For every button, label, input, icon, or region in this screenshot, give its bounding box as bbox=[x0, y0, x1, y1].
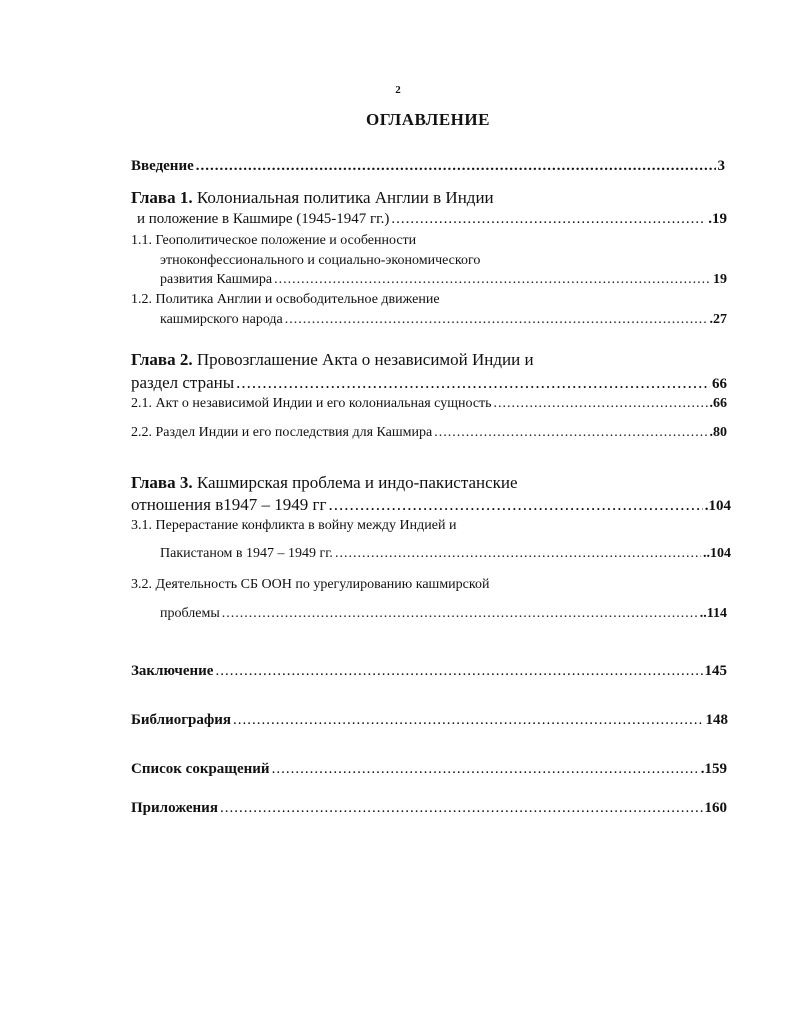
toc-page-number: 145 bbox=[704, 663, 727, 679]
toc-page-number: 66 bbox=[712, 376, 727, 392]
toc-chapter-1-heading[interactable] bbox=[131, 188, 494, 208]
toc-entry-abbreviations[interactable] bbox=[131, 761, 727, 778]
chapter-label: Глава 2. bbox=[131, 350, 193, 369]
section-title-line3: развития Кашмира bbox=[160, 272, 273, 287]
toc-entry-label: Заключение bbox=[131, 663, 214, 679]
toc-entry-label: Библиография bbox=[131, 712, 232, 728]
toc-page-number: ..104 bbox=[703, 546, 731, 561]
toc-section-1-1-line1[interactable]: 1.1. Геополитическое положение и особенности bbox=[131, 233, 417, 248]
chapter-label: Глава 1. bbox=[131, 188, 193, 207]
page-title: ОГЛАВЛЕНИЕ bbox=[366, 110, 490, 129]
toc-page-number: .19 bbox=[708, 211, 727, 227]
toc-entry-appendices[interactable] bbox=[131, 800, 727, 817]
toc-page-number: .27 bbox=[709, 312, 727, 327]
toc-entry-label: Приложения bbox=[131, 800, 218, 816]
toc-page-number: .80 bbox=[709, 425, 727, 440]
toc-chapter-2-heading[interactable] bbox=[131, 350, 534, 370]
dot-leader bbox=[196, 158, 716, 175]
dot-leader bbox=[215, 663, 702, 680]
chapter-title-line2: и положение в Кашмире (1945-1947 гг.) bbox=[137, 211, 390, 227]
toc-page-number: .66 bbox=[709, 396, 727, 411]
dot-leader bbox=[328, 495, 702, 515]
toc-section-3-1-line1[interactable]: 3.1. Перерастание конфликта в войну между Индией и bbox=[131, 518, 457, 533]
toc-entry-chapter-3[interactable] bbox=[131, 495, 731, 515]
toc-entry-section-1-2[interactable] bbox=[160, 312, 727, 328]
chapter-label: Глава 3. bbox=[131, 473, 193, 492]
toc-entry-section-3-1[interactable] bbox=[160, 546, 731, 562]
toc-entry-section-3-2[interactable] bbox=[160, 606, 727, 622]
dot-leader bbox=[272, 761, 699, 778]
toc-section-1-1-line2[interactable]: этноконфессионального и социально-экономического bbox=[160, 253, 481, 268]
toc-page-number: .104 bbox=[704, 498, 731, 514]
toc-page-number: 148 bbox=[705, 712, 728, 728]
toc-entry-intro[interactable] bbox=[131, 158, 725, 175]
toc-page-number: .159 bbox=[700, 761, 727, 777]
dot-leader bbox=[220, 800, 703, 817]
toc-chapter-3-heading[interactable] bbox=[131, 473, 518, 493]
chapter-title-line1: Колониальная политика Англии в Индии bbox=[196, 188, 494, 207]
dot-leader bbox=[335, 546, 701, 562]
toc-page-number: ..114 bbox=[699, 606, 727, 621]
toc-entry-bibliography[interactable] bbox=[131, 712, 728, 729]
toc-entry-section-2-2[interactable] bbox=[131, 425, 727, 441]
toc-entry-section-1-1[interactable] bbox=[160, 272, 727, 288]
dot-leader bbox=[233, 712, 703, 729]
dot-leader bbox=[434, 425, 707, 441]
chapter-title-line2: раздел страны bbox=[131, 373, 235, 392]
toc-page-number: 3 bbox=[717, 158, 725, 174]
section-title: 2.2. Раздел Индии и его последствия для Кашмира bbox=[131, 425, 433, 440]
section-title-line2: проблемы bbox=[160, 606, 220, 621]
dot-leader bbox=[274, 272, 711, 288]
chapter-title-line1: Кашмирская проблема и индо-пакистанские bbox=[196, 473, 518, 492]
toc-entry-chapter-1[interactable] bbox=[137, 211, 727, 228]
dot-leader bbox=[391, 211, 706, 228]
toc-page-number: 19 bbox=[713, 272, 727, 287]
page-number: 2 bbox=[395, 84, 401, 96]
toc-section-3-2-line1[interactable]: 3.2. Деятельность СБ ООН по урегулированию кашмирской bbox=[131, 577, 490, 592]
section-title-line2: Пакистаном в 1947 – 1949 гг. bbox=[160, 546, 333, 561]
toc-entry-chapter-2[interactable] bbox=[131, 373, 727, 393]
toc-page-number: 160 bbox=[704, 800, 727, 816]
dot-leader bbox=[285, 312, 708, 328]
toc-entry-section-2-1[interactable] bbox=[131, 396, 727, 412]
toc-entry-conclusion[interactable] bbox=[131, 663, 727, 680]
dot-leader bbox=[222, 606, 698, 622]
chapter-title-line1: Провозглашение Акта о независимой Индии и bbox=[196, 350, 534, 369]
dot-leader bbox=[494, 396, 708, 412]
section-title: 2.1. Акт о независимой Индии и его колониальная сущность bbox=[131, 396, 492, 411]
toc-section-1-2-line1[interactable]: 1.2. Политика Англии и освободительное движение bbox=[131, 292, 440, 307]
toc-entry-label: Список сокращений bbox=[131, 761, 270, 777]
toc-entry-label: Введение bbox=[131, 158, 194, 174]
chapter-title-line2: отношения в1947 – 1949 гг bbox=[131, 495, 327, 514]
dot-leader bbox=[236, 373, 710, 393]
section-title-line2: кашмирского народа bbox=[160, 312, 283, 327]
